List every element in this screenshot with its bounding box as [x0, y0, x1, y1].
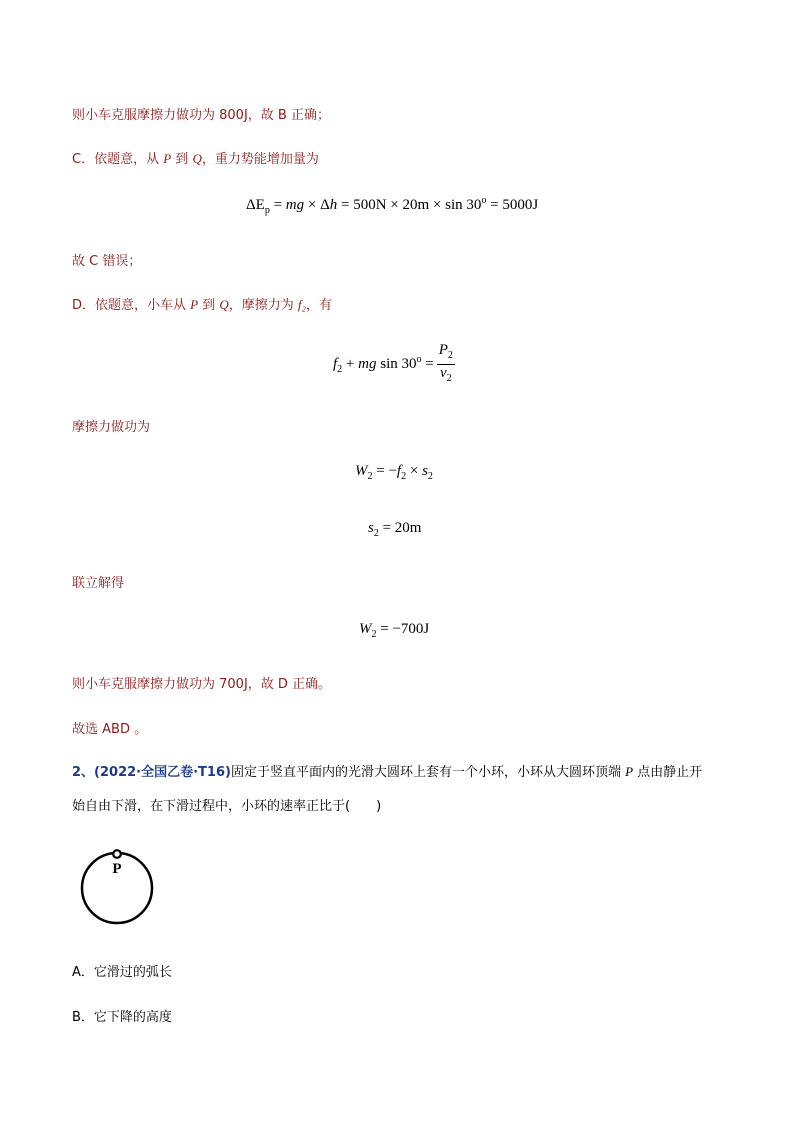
ring-figure: [72, 840, 162, 930]
var-p: P: [163, 151, 172, 166]
option-a: A．它滑过的弧长: [72, 965, 172, 980]
equation-potential-energy: $\Delta E_p$ = mg × $\Delta h = 500N \times 20m \times \sin 30^o = 5000J$: [246, 195, 539, 216]
ring-diagram: [72, 840, 162, 930]
text: 点由静止开: [633, 765, 703, 780]
text: 固定于竖直平面内的光滑大圆环上套有一个小环，小环从大圆环顶端: [230, 765, 626, 780]
text: 到: [198, 298, 220, 313]
answer-line: 故选 ABD 。: [72, 722, 148, 737]
text: ，重力势能增加量为: [201, 152, 319, 167]
text-line: 则小车克服摩擦力做功为 800J，故 B 正确；: [72, 108, 330, 123]
label: D．依题意，小车从: [72, 298, 191, 313]
var-p: P: [190, 297, 199, 312]
equation-work: $W_2 = -f_2 \times s_2$: [355, 463, 433, 482]
question-2-line-2: 始自由下滑，在下滑过程中，小环的速率正比于( ): [72, 799, 382, 814]
question-number: 2、: [72, 765, 95, 780]
var-q: Q: [192, 151, 202, 166]
equation-result: $W_2 = -700J$: [359, 621, 430, 640]
option-d-line: [72, 294, 332, 313]
option-b: B．它下降的高度: [72, 1010, 172, 1025]
point-label: P: [112, 861, 122, 877]
label: C．依题意，从: [72, 152, 164, 167]
var-p: P: [625, 764, 634, 779]
equation-distance: $s_2 = 20m$: [368, 520, 422, 539]
var-q: Q: [219, 297, 229, 312]
text-line: 则小车克服摩擦力做功为 700J，故 D 正确。: [72, 677, 332, 692]
text: ，摩擦力为: [228, 298, 298, 313]
option-c-line: [72, 148, 319, 167]
question-2-line-1: [72, 761, 702, 780]
question-source: (2022·全国乙卷·T16): [94, 765, 231, 780]
text: 到: [171, 152, 193, 167]
text-line: 联立解得: [72, 576, 125, 591]
text: ，有: [306, 298, 333, 313]
small-ring: [113, 850, 121, 858]
var-f: f₂: [297, 297, 307, 312]
text-line: 摩擦力做功为: [72, 420, 151, 435]
equation-force-balance: $f_2$ + mg $\sin 30^o$ = $\frac{P_2}{v_2}$: [333, 342, 453, 384]
text-line: 故 C 错误；: [72, 254, 142, 269]
